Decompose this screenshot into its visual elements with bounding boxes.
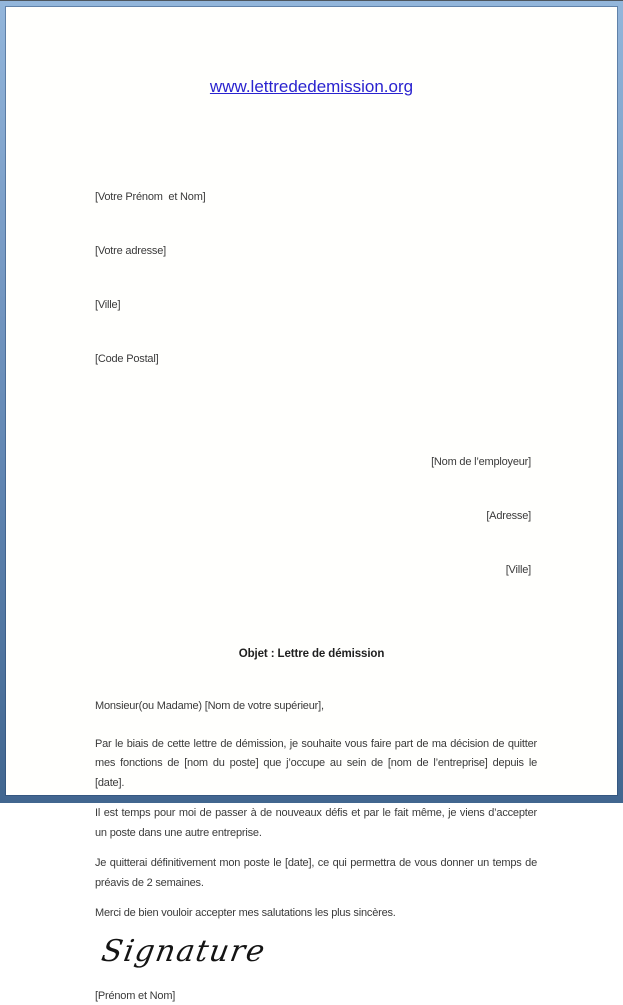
sender-name-line: [Votre Prénom et Nom]: [95, 190, 206, 203]
letter-body: [95, 697, 537, 924]
recipient-address-line: [Adresse]: [486, 509, 531, 522]
sender-postal-line: [Code Postal]: [95, 352, 159, 365]
header-link-row: [6, 75, 617, 100]
body-paragraph-3: Je quitterai définitivement mon poste le [date], ce qui permettra de vous donner un temps de préavis de 2 semaines.: [95, 857, 537, 889]
letter-page: [6, 7, 617, 1002]
website-link[interactable]: www.lettrededemission.org: [209, 77, 414, 96]
subject-line: Objet : Lettre de démission: [238, 647, 385, 660]
body-paragraph-2: Il est temps pour moi de passer à de nouveaux défis et par le fait même, je viens d’accepter un poste dans une autre entreprise.: [95, 807, 537, 839]
signature-row: [6, 924, 617, 974]
body-paragraph-1: Par le biais de cette lettre de démission, je souhaite vous faire part de ma décision de quitter mes fonctions de [nom du poste] que j’occupe au sein de [nom de l’entreprise] depuis le [date].: [95, 737, 537, 789]
body-paragraph-4: Merci de bien vouloir accepter mes salutations les plus sincères.: [95, 907, 396, 919]
recipient-employer-line: [Nom de l’employeur]: [431, 455, 531, 468]
sender-address-line: [Votre adresse]: [95, 244, 166, 257]
sender-city-line: [Ville]: [95, 298, 121, 311]
salutation-line: Monsieur(ou Madame) [Nom de votre supérieur],: [95, 700, 324, 712]
handwritten-signature: Signature: [98, 933, 269, 969]
sender-address-block: [95, 152, 617, 404]
recipient-address-block: [6, 417, 531, 615]
recipient-city-line: [Ville]: [505, 563, 531, 576]
signer-name-placeholder: [Prénom et Nom]: [95, 989, 176, 1002]
